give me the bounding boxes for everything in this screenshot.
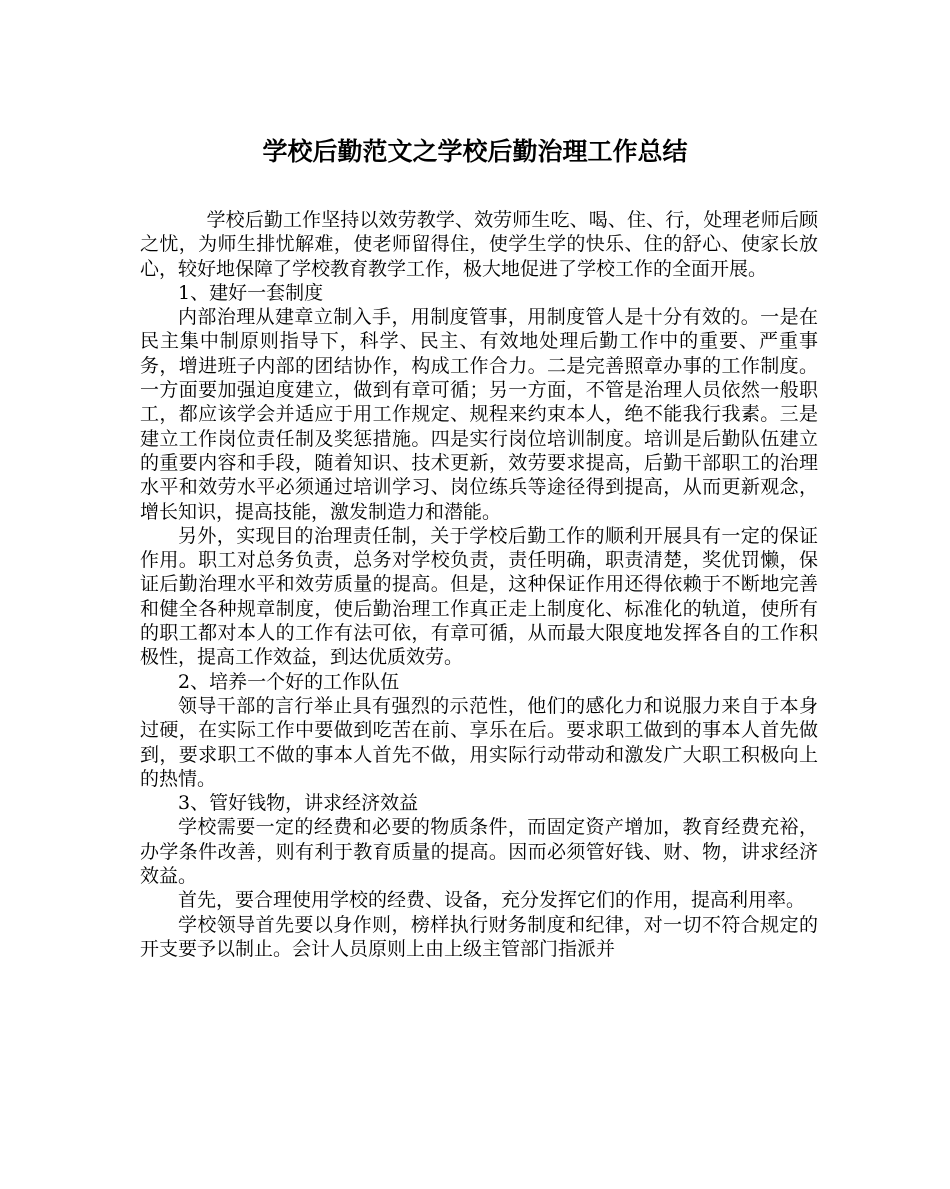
paragraph: 内部治理从建章立制入手，用制度管事，用制度管人是十分有效的。一是在民主集中制原则指导下，科学、民主、有效地处理后勤工作中的重要、严重事务，增进班子内部的团结协作，构成工作合力。二是完善照章办事的工作制度。一方面要加强迫度建立，做到有章可循；另一方面，不管是治理人员依然一般职工，都应该学会并适应于用工作规定、规程来约束本人，绝不能我行我素。三是建立工作岗位责任制及奖惩措施。四是实行岗位培训制度。培训是后勤队伍建立的重要内容和手段，随着知识、技术更新，效劳要求提高，后勤干部职工的治理水平和效劳水平必须通过培训学习、岗位练兵等途径得到提高，从而更新观念，增长知识，提高技能，激发制造力和潜能。 — [140, 306, 818, 523]
document-title: 学校后勤范文之学校后勤治理工作总结 — [262, 137, 688, 166]
section-heading-3: 3、管好钱物，讲求经济效益 — [178, 792, 419, 815]
section-heading-1: 1、建好一套制度 — [178, 281, 324, 304]
paragraph: 学校领导首先要以身作则，榜样执行财务制度和纪律，对一切不符合规定的开支要予以制止。会计人员原则上由上级主管部门指派并 — [140, 913, 818, 960]
paragraph: 首先，要合理使用学校的经费、设备，充分发挥它们的作用，提高利用率。 — [178, 889, 806, 912]
section-heading-2: 2、培养一个好的工作队伍 — [178, 670, 400, 693]
paragraph: 学校需要一定的经费和必要的物质条件，而固定资产增加，教育经费充裕，办学条件改善，则有利于教育质量的提高。因而必须管好钱、财、物，讲求经济效益。 — [140, 816, 818, 888]
paragraph-intro: 学校后勤工作坚持以效劳教学、效劳师生吃、喝、住、行，处理老师后顾之忧，为师生排忧解难，使老师留得住，使学生学的快乐、住的舒心、使家长放心，较好地保障了学校教育教学工作，极大地促进了学校工作的全面开展。 — [140, 209, 818, 280]
paragraph: 另外，实现目的治理责任制，关于学校后勤工作的顺利开展具有一定的保证作用。职工对总务负责，总务对学校负责，责任明确，职责清楚，奖优罚懒，保证后勤治理水平和效劳质量的提高。但是，这种保证作用还得依赖于不断地完善和健全各种规章制度，使后勤治理工作真正走上制度化、标准化的轨道，使所有的职工都对本人的工作有法可依，有章可循，从而最大限度地发挥各自的工作积极性，提高工作效益，到达优质效劳。 — [140, 524, 818, 669]
document-body — [140, 208, 818, 961]
paragraph: 领导干部的言行举止具有强烈的示范性，他们的感化力和说服力来自于本身过硬，在实际工作中要做到吃苦在前、享乐在后。要求职工做到的事本人首先做到，要求职工不做的事本人首先不做，用实际行动带动和激发广大职工积极向上的热情。 — [140, 694, 818, 790]
